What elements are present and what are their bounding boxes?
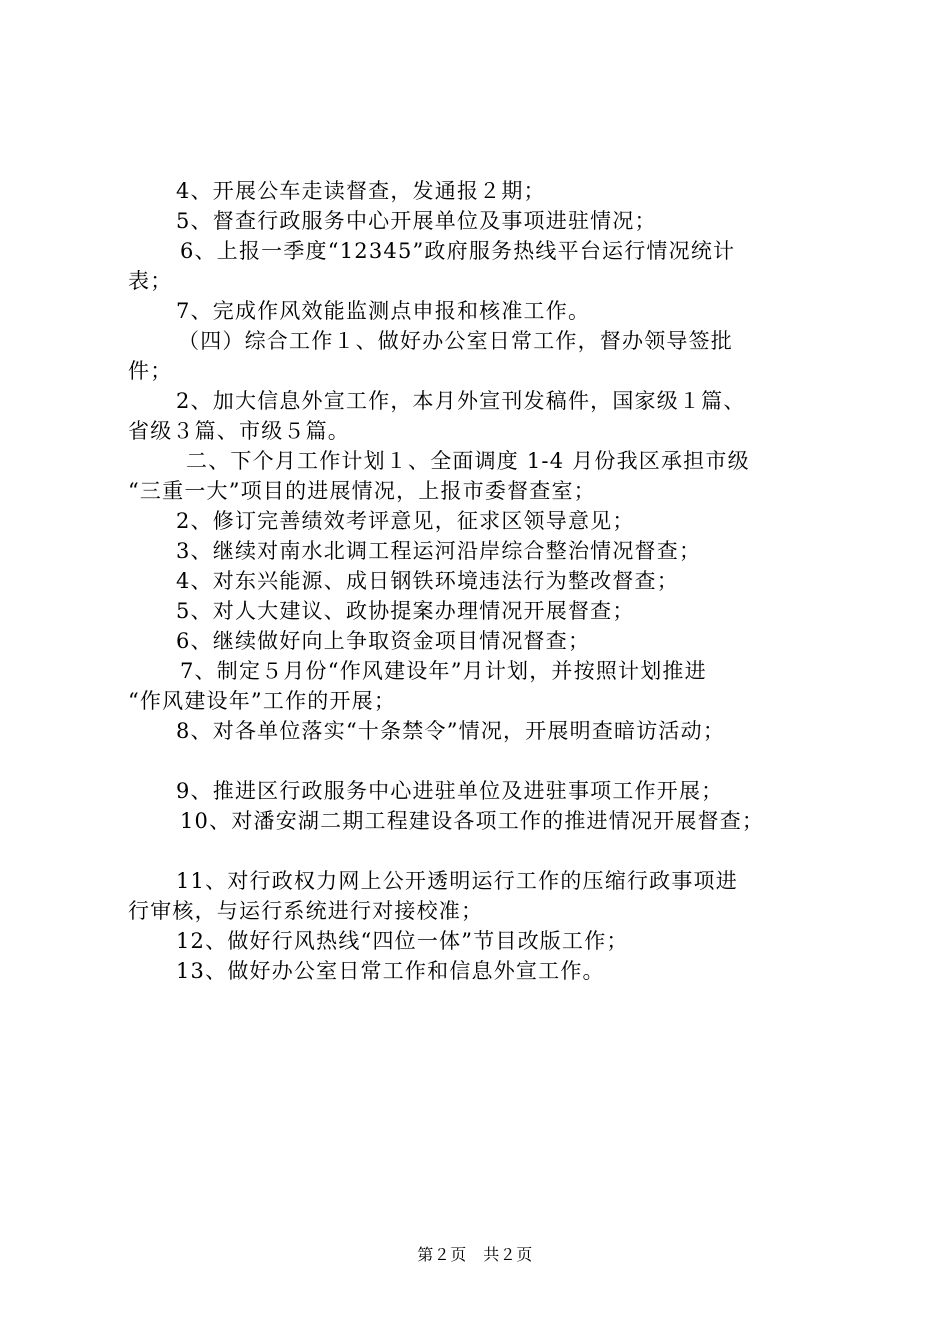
list-item: 6、上报一季度“12345”政府服务热线平台运行情况统计 <box>180 239 736 263</box>
list-item-continuation: “三重一大”项目的进展情况，上报市委督查室； <box>128 479 596 503</box>
list-item: 5、督查行政服务中心开展单位及事项进驻情况； <box>176 209 657 233</box>
section-heading: （四）综合工作１、做好办公室日常工作，督办领导签批 <box>178 329 733 353</box>
list-item-continuation: 行审核，与运行系统进行对接校准； <box>128 899 484 923</box>
list-item: 6、继续做好向上争取资金项目情况督查； <box>176 629 591 653</box>
list-item: 4、开展公车走读督查，发通报２期； <box>176 179 546 203</box>
list-item-continuation: 省级３篇、市级５篇。 <box>128 419 350 443</box>
list-item: 10、对潘安湖二期工程建设各项工作的推进情况开展督查； <box>180 809 765 833</box>
list-item: 9、推进区行政服务中心进驻单位及进驻事项工作开展； <box>176 779 724 803</box>
list-item: 4、对东兴能源、成日钢铁环境违法行为整改督查； <box>176 569 679 593</box>
list-item: 12、做好行风热线“四位一体”节目改版工作； <box>176 929 629 953</box>
list-item: 8、对各单位落实“十条禁令”情况，开展明查暗访活动； <box>176 719 726 743</box>
page-footer: 第２页 共２页 <box>417 1245 533 1264</box>
list-item: 7、制定５月份“作风建设年”月计划，并按照计划推进 <box>180 659 707 683</box>
blank-line <box>128 836 848 866</box>
list-item: 11、对行政权力网上公开透明运行工作的压缩行政事项进 <box>176 869 738 893</box>
list-item-continuation: 件； <box>128 359 173 383</box>
blank-line <box>128 746 848 776</box>
list-item-continuation: 表； <box>128 269 173 293</box>
list-item: 2、修订完善绩效考评意见，征求区领导意见； <box>176 509 635 533</box>
list-item: 2、加大信息外宣工作，本月外宣刊发稿件，国家级１篇、 <box>176 389 746 413</box>
document-body <box>128 176 848 986</box>
list-item: 5、对人大建议、政协提案办理情况开展督查； <box>176 599 635 623</box>
section-heading: 二、下个月工作计划１、全面调度 1-4 月份我区承担市级 <box>186 449 750 473</box>
list-item: 3、继续对南水北调工程运河沿岸综合整治情况督查； <box>176 539 702 563</box>
list-item-continuation: “作风建设年”工作的开展； <box>128 689 397 713</box>
list-item: 13、做好办公室日常工作和信息外宣工作。 <box>176 959 605 983</box>
list-item: 7、完成作风效能监测点申报和核准工作。 <box>176 299 591 323</box>
